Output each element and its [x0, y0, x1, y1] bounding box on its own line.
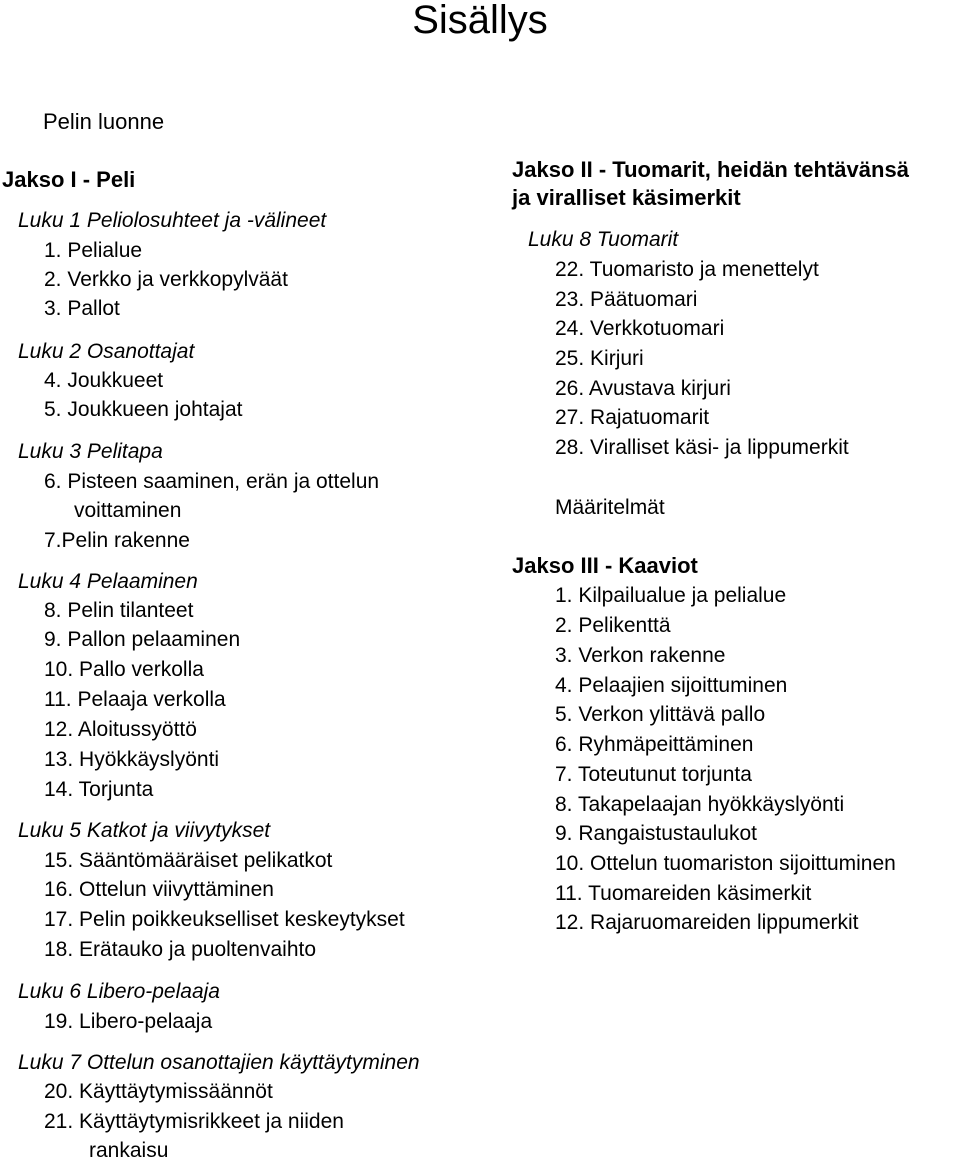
page-title: Sisällys [412, 0, 548, 42]
toc-item[interactable]: 8. Takapelaajan hyökkäyslyönti [555, 793, 845, 816]
toc-item[interactable]: 7.Pelin rakenne [44, 529, 190, 552]
toc-item[interactable]: 4. Joukkueet [44, 369, 164, 392]
toc-item[interactable]: 23. Päätuomari [555, 288, 698, 311]
section-1-heading[interactable]: Jakso I - Peli [2, 167, 136, 192]
toc-item[interactable]: 1. Pelialue [44, 239, 143, 262]
toc-item[interactable]: 4. Pelaajien sijoittuminen [555, 674, 788, 697]
toc-item[interactable]: 20. Käyttäytymissäännöt [44, 1080, 273, 1103]
toc-item[interactable]: 11. Tuomareiden käsimerkit [555, 882, 812, 905]
chapter-8-heading[interactable]: Luku 8 Tuomarit [528, 228, 679, 251]
toc-item-continuation[interactable]: voittaminen [74, 499, 182, 522]
toc-item[interactable]: 7. Toteutunut torjunta [555, 763, 752, 786]
toc-item[interactable]: 10. Pallo verkolla [44, 658, 204, 681]
toc-item[interactable]: 1. Kilpailualue ja pelialue [555, 584, 787, 607]
intro-entry[interactable]: Pelin luonne [43, 109, 165, 134]
toc-item[interactable]: 25. Kirjuri [555, 347, 644, 370]
toc-item[interactable]: 12. Aloitussyöttö [44, 718, 197, 741]
chapter-7-heading[interactable]: Luku 7 Ottelun osanottajien käyttäytyminen [18, 1051, 420, 1074]
toc-item[interactable]: 18. Erätauko ja puoltenvaihto [44, 938, 317, 961]
toc-item[interactable]: 21. Käyttäytymisrikkeet ja niiden [44, 1110, 344, 1133]
toc-item[interactable]: 13. Hyökkäyslyönti [44, 748, 220, 771]
section-3-heading[interactable]: Jakso III - Kaaviot [512, 553, 698, 578]
chapter-2-heading[interactable]: Luku 2 Osanottajat [18, 340, 195, 363]
toc-item[interactable]: 12. Rajaruomareiden lippumerkit [555, 911, 859, 934]
chapter-4-heading[interactable]: Luku 4 Pelaaminen [18, 570, 198, 593]
toc-item[interactable]: 28. Viralliset käsi- ja lippumerkit [555, 436, 849, 459]
toc-item[interactable]: 5. Verkon ylittävä pallo [555, 703, 766, 726]
toc-item[interactable]: 26. Avustava kirjuri [555, 377, 731, 400]
toc-item[interactable]: 14. Torjunta [44, 778, 154, 801]
chapter-1-heading[interactable]: Luku 1 Peliolosuhteet ja -välineet [18, 209, 327, 232]
toc-item[interactable]: 15. Sääntömääräiset pelikatkot [44, 849, 333, 872]
toc-item[interactable]: 24. Verkkotuomari [555, 317, 725, 340]
toc-item[interactable]: 5. Joukkueen johtajat [44, 398, 243, 421]
toc-item[interactable]: 6. Pisteen saaminen, erän ja ottelun [44, 470, 380, 493]
section-2-heading-continuation[interactable]: ja viralliset käsimerkit [512, 185, 741, 210]
toc-item-continuation[interactable]: rankaisu [89, 1139, 169, 1162]
toc-item[interactable]: 9. Rangaistustaulukot [555, 822, 757, 845]
toc-item[interactable]: 6. Ryhmäpeittäminen [555, 733, 754, 756]
toc-item[interactable]: 3. Pallot [44, 297, 120, 320]
toc-item[interactable]: 17. Pelin poikkeukselliset keskeytykset [44, 908, 405, 931]
toc-item[interactable]: 22. Tuomaristo ja menettelyt [555, 258, 819, 281]
definitions-entry[interactable]: Määritelmät [555, 496, 665, 519]
chapter-6-heading[interactable]: Luku 6 Libero-pelaaja [18, 980, 220, 1003]
toc-item[interactable]: 3. Verkon rakenne [555, 644, 726, 667]
toc-item[interactable]: 9. Pallon pelaaminen [44, 628, 241, 651]
chapter-5-heading[interactable]: Luku 5 Katkot ja viivytykset [18, 819, 271, 842]
toc-item[interactable]: 10. Ottelun tuomariston sijoittuminen [555, 852, 896, 875]
toc-item[interactable]: 8. Pelin tilanteet [44, 599, 194, 622]
toc-item[interactable]: 2. Verkko ja verkkopylväät [44, 268, 288, 291]
toc-item[interactable]: 16. Ottelun viivyttäminen [44, 878, 274, 901]
toc-item[interactable]: 2. Pelikenttä [555, 614, 671, 637]
section-2-heading[interactable]: Jakso II - Tuomarit, heidän tehtävänsä [512, 157, 909, 182]
toc-item[interactable]: 19. Libero-pelaaja [44, 1010, 213, 1033]
toc-item[interactable]: 11. Pelaaja verkolla [44, 688, 226, 711]
toc-item[interactable]: 27. Rajatuomarit [555, 406, 710, 429]
chapter-3-heading[interactable]: Luku 3 Pelitapa [18, 440, 163, 463]
